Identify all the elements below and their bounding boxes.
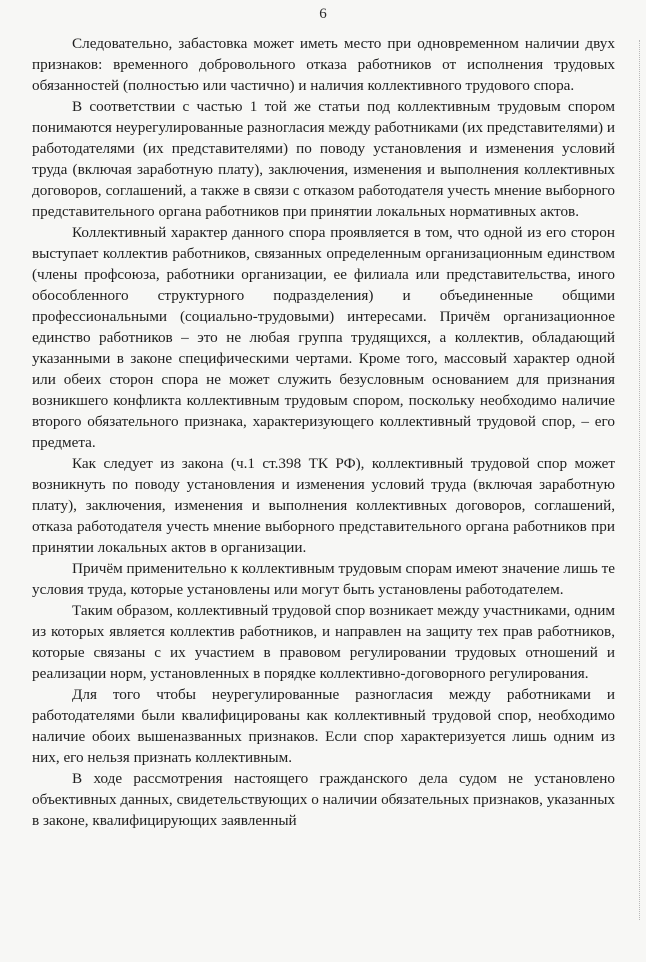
document-body: [32, 33, 615, 831]
paragraph-2: В соответствии с частью 1 той же статьи под коллективным трудовым спором понимаются неурегулированные разногласия между работниками (их представителями) и работодателями (их представителями) по поводу установления и изменения условий труда (включая заработную плату), заключения, изменения и выполнения коллективных договоров, соглашений, а также в связи с отказом работодателя учесть мнение выборного представительного органа работников при принятии локальных нормативных актов.: [32, 98, 615, 220]
paragraph-7: Для того чтобы неурегулированные разногласия между работниками и работодателями были квалифицированы как коллективный трудовой спор, необходимо наличие обоих вышеназванных признаков. Если спор характеризуется лишь одним из них, его нельзя признать коллективным.: [32, 686, 615, 766]
paragraph-5: Причём применительно к коллективным трудовым спорам имеют значение лишь те условия труда, которые установлены или могут быть установлены работодателем.: [32, 560, 615, 598]
paragraph-4: Как следует из закона (ч.1 ст.398 ТК РФ), коллективный трудовой спор может возникнуть по поводу установления и изменения условий труда (включая заработную плату), заключения, изменения и выполнения коллективных договоров, соглашений, отказа работодателя учесть мнение выборного представительного органа работников при принятии локальных актов в организации.: [32, 455, 615, 556]
paragraph-1: Следовательно, забастовка может иметь место при одновременном наличии двух признаков: временного добровольного отказа работников от исполнения трудовых обязанностей (полностью или частично) и наличия коллективного трудового спора.: [32, 35, 615, 94]
paragraph-6: Таким образом, коллективный трудовой спор возникает между участниками, одним из которых является коллектив работников, и направлен на защиту тех прав работников, которые связаны с их участием в правовом регулировании трудовых отношений и реализации норм, установленных в порядке коллективно-договорного регулирования.: [32, 602, 615, 682]
scan-edge-decoration: [636, 40, 640, 920]
paragraph-3: Коллективный характер данного спора проявляется в том, что одной из его сторон выступает коллектив работников, связанных определенным организационным единством (члены профсоюза, работники организации, ее филиала или представительства, иного обособленного структурного подразделения) и объединенные общими профессиональными (социально-трудовыми) интересами. Причём организационное единство работников – это не любая группа трудящихся, а коллектив, обладающий указанными в законе специфическими чертами. Кроме того, массовый характер одной или обеих сторон спора не может служить безусловным основанием для признания возникшего конфликта коллективным трудовым спором, поскольку необходимо наличие второго обязательного признака, характеризующего коллективный трудовой спор, – его предмета.: [32, 224, 615, 451]
page-number: 6: [319, 6, 327, 22]
paragraph-8: В ходе рассмотрения настоящего гражданского дела судом не установлено объективных данных, свидетельствующих о наличии обязательных признаков, указанных в законе, квалифицирующих заявленный: [32, 770, 615, 829]
